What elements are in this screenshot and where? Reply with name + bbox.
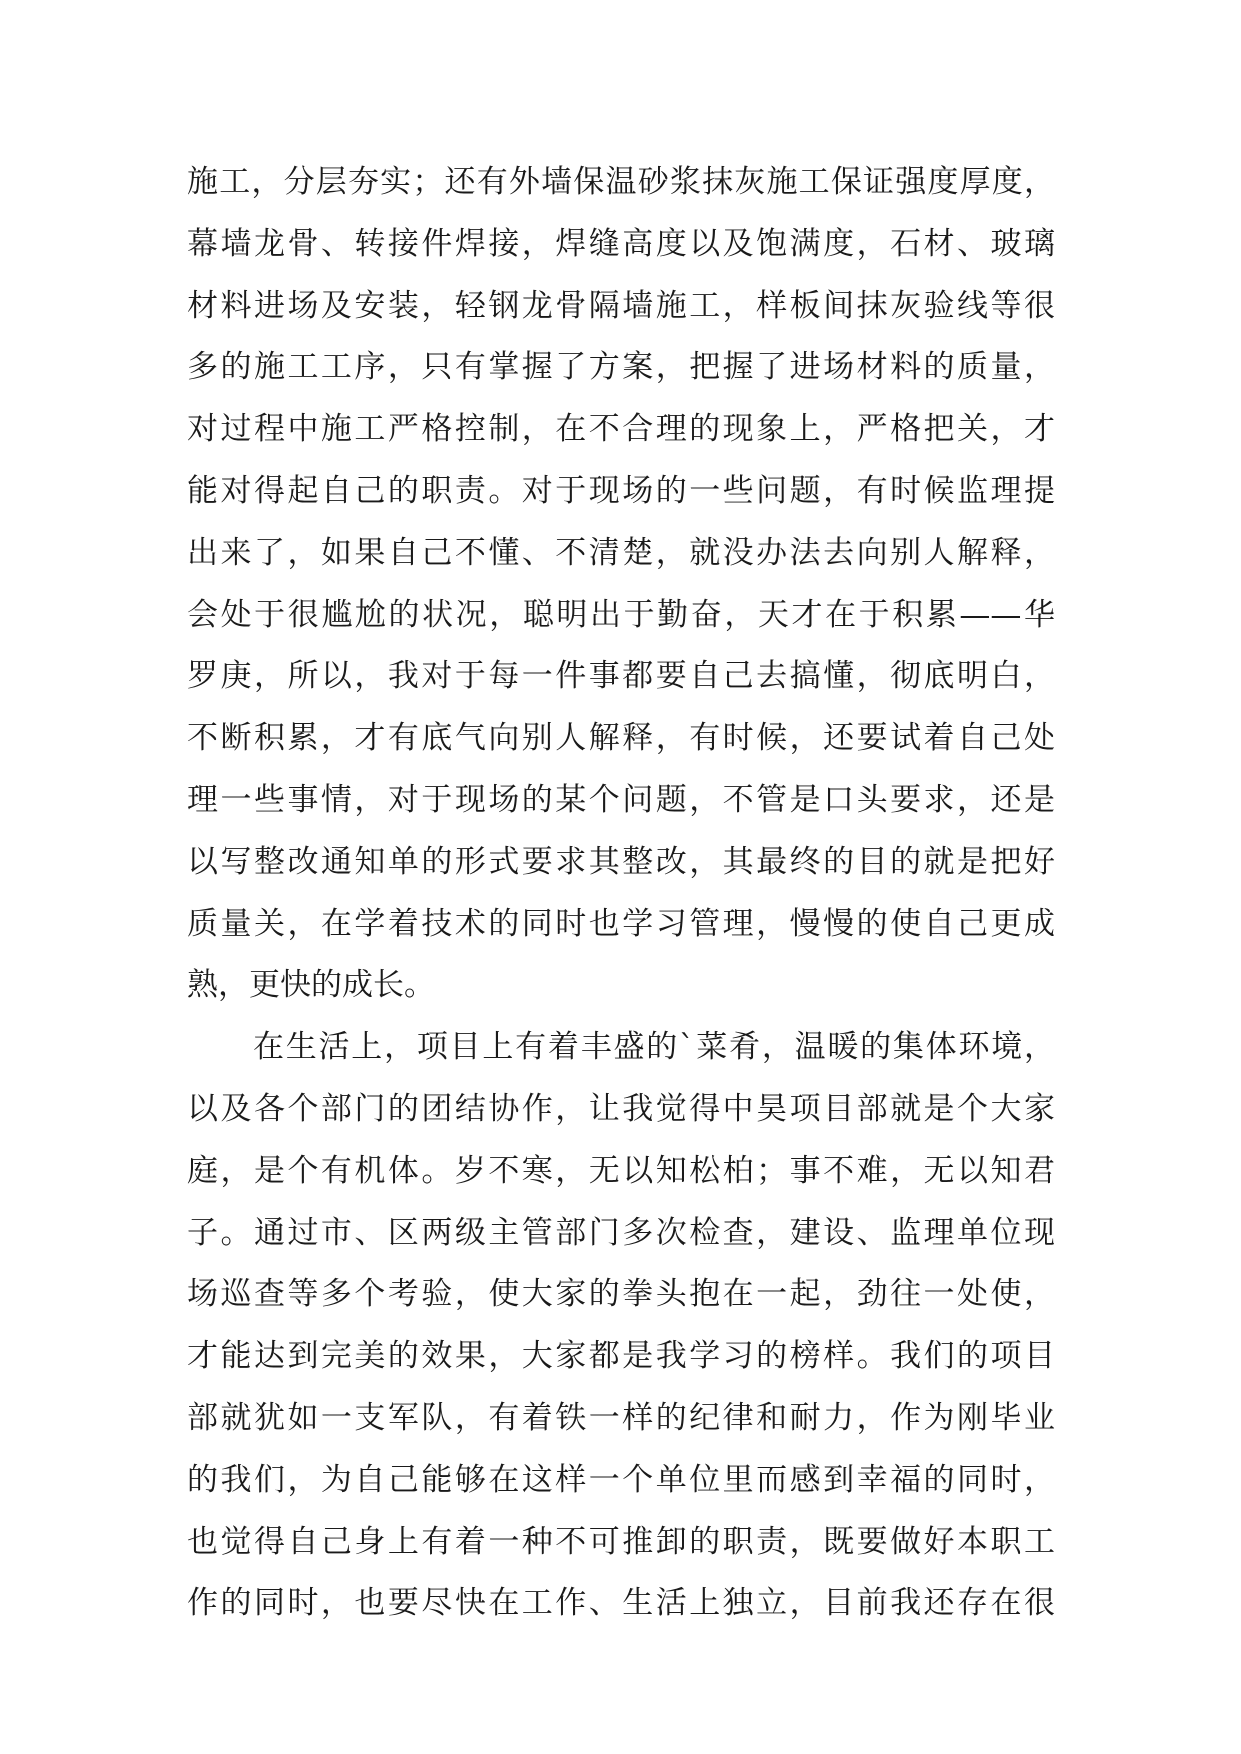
text-line: 出来了，如果自己不懂、不清楚，就没办法去向别人解释， (187, 534, 1055, 571)
text-line: 幕墙龙骨、转接件焊接，焊缝高度以及饱满度，石材、玻璃 (187, 225, 1055, 262)
text-line: 也觉得自己身上有着一种不可推卸的职责，既要做好本职工 (187, 1523, 1055, 1560)
text-line: 场巡查等多个考验，使大家的拳头抱在一起，劲往一处使， (187, 1276, 1055, 1313)
text-line: 理一些事情，对于现场的某个问题，不管是口头要求，还是 (187, 781, 1055, 818)
text-line: 部就犹如一支军队，有着铁一样的纪律和耐力，作为刚毕业 (187, 1399, 1055, 1436)
text-line: 多的施工工序，只有掌握了方案，把握了进场材料的质量， (187, 349, 1055, 386)
text-line: 子。通过市、区两级主管部门多次检查，建设、监理单位现 (187, 1214, 1055, 1251)
text-line: 不断积累，才有底气向别人解释，有时候，还要试着自己处 (187, 720, 1055, 757)
text-line: 以及各个部门的团结协作，让我觉得中昊项目部就是个大家 (187, 1090, 1055, 1127)
body-text (187, 152, 1055, 1635)
text-line: 质量关，在学着技术的同时也学习管理，慢慢的使自己更成 (187, 905, 1055, 942)
text-line: 才能达到完美的效果，大家都是我学习的榜样。我们的项目 (187, 1338, 1055, 1375)
text-line: 材料进场及安装，轻钢龙骨隔墙施工，样板间抹灰验线等很 (187, 287, 1055, 324)
paragraph-first-line: 在生活上，项目上有着丰盛的`菜肴，温暖的集体环境， (253, 1029, 1055, 1066)
text-line: 施工，分层夯实；还有外墙保温砂浆抹灰施工保证强度厚度， (187, 164, 1055, 200)
text-line: 会处于很尴尬的状况，聪明出于勤奋，天才在于积累——华 (187, 596, 1055, 633)
text-line: 以写整改通知单的形式要求其整改，其最终的目的就是把好 (187, 843, 1055, 880)
text-line: 的我们，为自己能够在这样一个单位里而感到幸福的同时， (187, 1461, 1055, 1498)
text-line: 能对得起自己的职责。对于现场的一些问题，有时候监理提 (187, 472, 1055, 509)
text-line: 罗庚，所以，我对于每一件事都要自己去搞懂，彻底明白， (187, 658, 1055, 695)
text-line: 庭，是个有机体。岁不寒，无以知松柏；事不难，无以知君 (187, 1152, 1055, 1189)
text-line: 作的同时，也要尽快在工作、生活上独立，目前我还存在很 (187, 1585, 1055, 1622)
text-line: 对过程中施工严格控制，在不合理的现象上，严格把关，才 (187, 411, 1055, 448)
text-line: 熟，更快的成长。 (187, 967, 435, 1004)
